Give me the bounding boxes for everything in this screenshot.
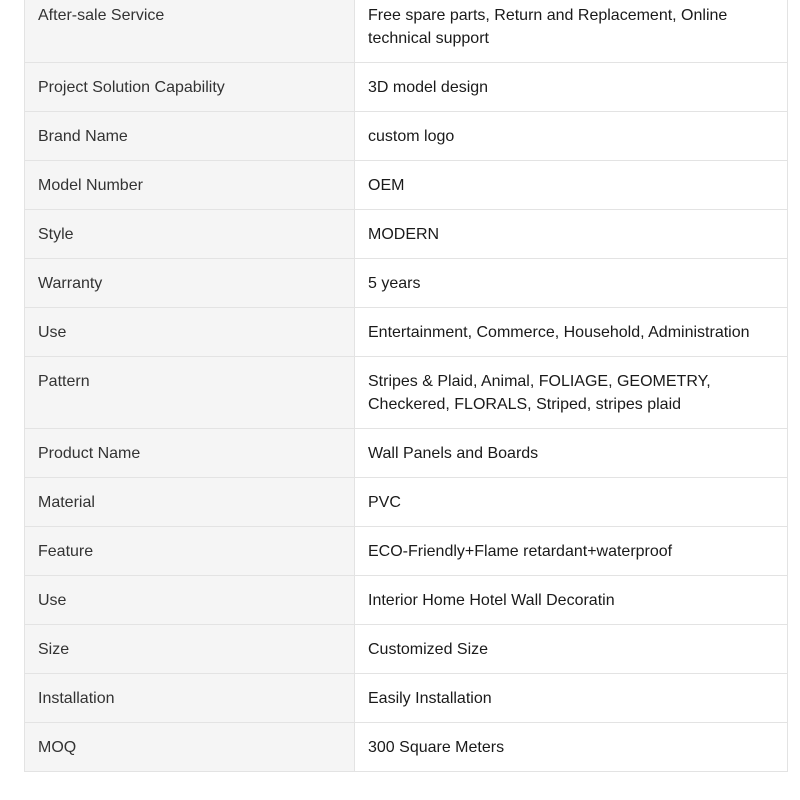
attribute-name: MOQ — [25, 723, 355, 772]
attribute-value: Free spare parts, Return and Replacement, Online technical support — [355, 0, 788, 63]
attribute-name: Brand Name — [25, 112, 355, 161]
attribute-value: Wall Panels and Boards — [355, 429, 788, 478]
attribute-value: OEM — [355, 161, 788, 210]
table-row — [25, 429, 788, 478]
attribute-value: custom logo — [355, 112, 788, 161]
attribute-name: Installation — [25, 674, 355, 723]
table-row — [25, 625, 788, 674]
attribute-value: 3D model design — [355, 63, 788, 112]
table-row — [25, 527, 788, 576]
attribute-name: Style — [25, 210, 355, 259]
attribute-name: After-sale Service — [25, 0, 355, 63]
attribute-name: Size — [25, 625, 355, 674]
attribute-name: Project Solution Capability — [25, 63, 355, 112]
attribute-value: PVC — [355, 478, 788, 527]
table-row — [25, 63, 788, 112]
spec-table-container — [24, 0, 788, 800]
attribute-value: Stripes & Plaid, Animal, FOLIAGE, GEOMETRY, Checkered, FLORALS, Striped, stripes plaid — [355, 357, 788, 429]
table-row — [25, 308, 788, 357]
table-row — [25, 161, 788, 210]
attribute-name: Pattern — [25, 357, 355, 429]
attribute-name: Material — [25, 478, 355, 527]
attribute-value: Entertainment, Commerce, Household, Administration — [355, 308, 788, 357]
table-row — [25, 259, 788, 308]
attributes-table-body — [25, 0, 788, 772]
attribute-name: Feature — [25, 527, 355, 576]
attribute-name: Model Number — [25, 161, 355, 210]
attribute-name: Use — [25, 308, 355, 357]
attribute-value: 300 Square Meters — [355, 723, 788, 772]
product-attributes-table — [24, 0, 788, 772]
table-row — [25, 210, 788, 259]
table-row — [25, 357, 788, 429]
attribute-value: MODERN — [355, 210, 788, 259]
attribute-name: Warranty — [25, 259, 355, 308]
attribute-value: Customized Size — [355, 625, 788, 674]
table-row — [25, 576, 788, 625]
attribute-value: 5 years — [355, 259, 788, 308]
attribute-value: Easily Installation — [355, 674, 788, 723]
table-row — [25, 478, 788, 527]
attribute-value: ECO-Friendly+Flame retardant+waterproof — [355, 527, 788, 576]
table-row — [25, 723, 788, 772]
attribute-name: Use — [25, 576, 355, 625]
attribute-name: Product Name — [25, 429, 355, 478]
table-row — [25, 674, 788, 723]
table-row — [25, 0, 788, 63]
attribute-value: Interior Home Hotel Wall Decoratin — [355, 576, 788, 625]
table-row — [25, 112, 788, 161]
